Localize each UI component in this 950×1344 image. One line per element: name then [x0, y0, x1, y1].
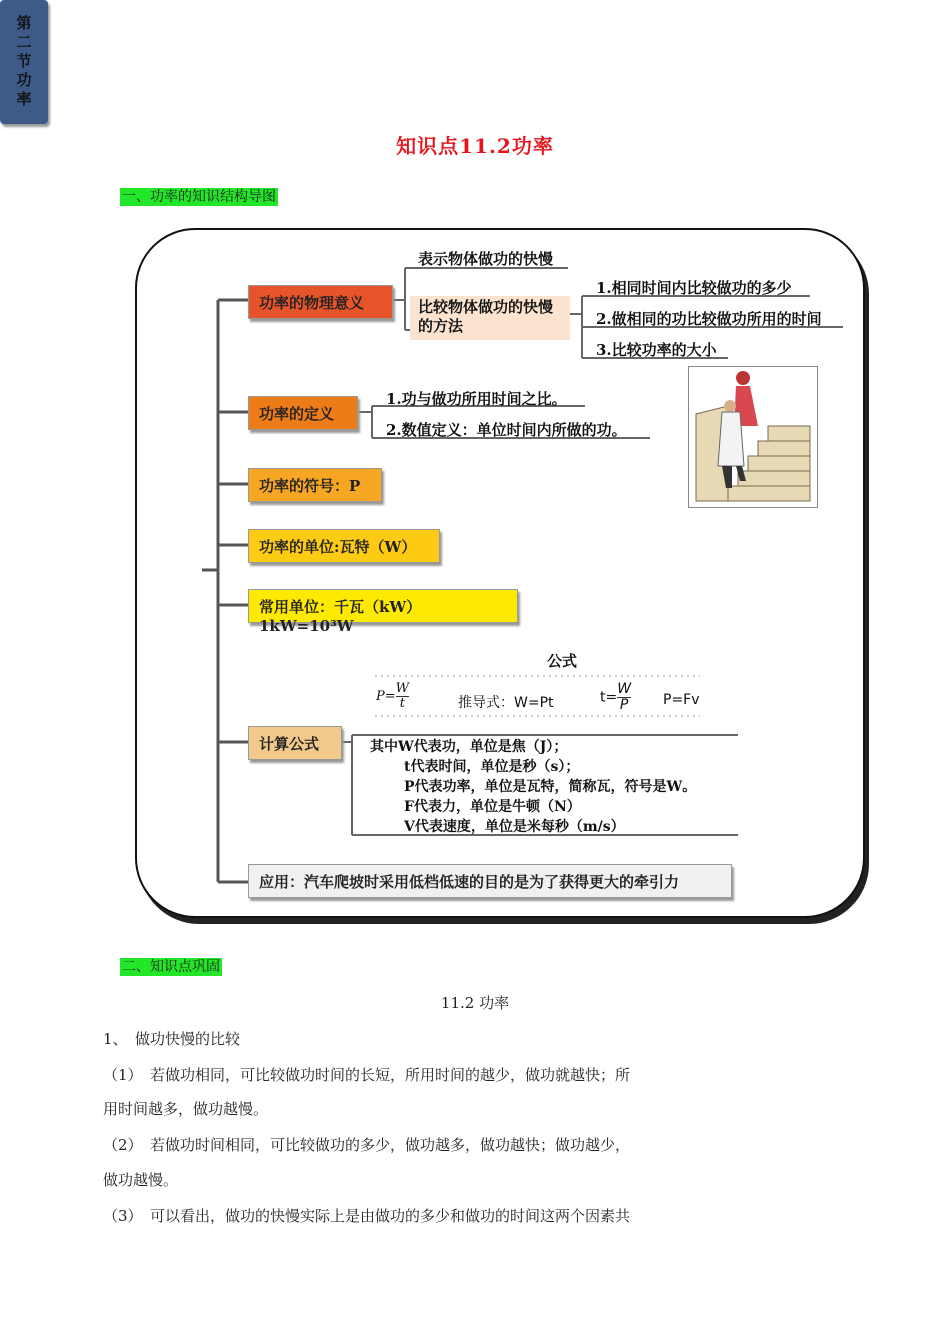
mindmap-root: 第二节功率 [0, 0, 48, 124]
formula-p-wt: P= $\frac{W}{t}$ [376, 681, 410, 711]
definition-1: 1.功与做功所用时间之比。 [386, 390, 567, 408]
paragraph-line-2: 用时间越多，做功越慢。 [103, 1100, 269, 1118]
section-heading-2: 二、知识点巩固 [122, 959, 220, 975]
node-physical-meaning: 功率的物理意义 [248, 285, 393, 319]
node-symbol: 功率的符号：P [248, 468, 382, 502]
paragraph-line-1: （1） 若做功相同，可比较做功时间的长短，所用时间的越少，做功就越快；所 [103, 1066, 631, 1084]
method-2: 2.做相同的功比较做功所用的时间 [596, 310, 822, 328]
formula-note-1: 其中W代表功，单位是焦（J）； [370, 739, 568, 755]
formula-note-4: F代表力，单位是牛顿（N） [404, 799, 581, 815]
leaf-meaning-1: 表示物体做功的快慢 [418, 250, 554, 268]
node-common-unit: 常用单位：千瓦（kW） 1kW=10³W [248, 589, 518, 623]
subtitle: 11.2 功率 [440, 994, 510, 1012]
paragraph-line-4: 做功越慢。 [103, 1171, 179, 1189]
leaf-meaning-2: 比较物体做功的快慢的方法 [410, 296, 570, 340]
definition-2: 2.数值定义：单位时间内所做的功。 [386, 421, 627, 439]
page-title: 知识点11.2功率 [396, 134, 554, 158]
item-heading-1: 1、 做功快慢的比较 [103, 1030, 241, 1048]
node-application: 应用：汽车爬坡时采用低档低速的目的是为了获得更大的牵引力 [248, 864, 732, 898]
node-definition: 功率的定义 [248, 396, 358, 430]
node-unit: 功率的单位:瓦特（W） [248, 529, 440, 563]
paragraph-line-5: （3） 可以看出，做功的快慢实际上是由做功的多少和做功的时间这两个因素共 [103, 1207, 631, 1225]
formula-derived: 推导式：W=Pt [458, 695, 554, 711]
formula-heading: 公式 [547, 652, 578, 670]
method-1: 1.相同时间内比较做功的多少 [596, 279, 792, 297]
node-formula: 计算公式 [248, 726, 342, 760]
formula-pfv: P=Fv [663, 692, 700, 708]
formula-note-3: P代表功率，单位是瓦特，简称瓦，符号是W。 [404, 779, 697, 795]
stairs-illustration [688, 366, 818, 508]
paragraph-line-3: （2） 若做功时间相同，可比较做功的多少，做功越多，做功越快；做功越少， [103, 1136, 631, 1154]
formula-t-wp: t= $\frac{W}{P}$ [600, 681, 632, 713]
method-3: 3.比较功率的大小 [596, 341, 717, 359]
formula-note-2: t代表时间，单位是秒（s）； [404, 759, 580, 775]
formula-note-5: V代表速度，单位是米每秒（m/s） [404, 819, 625, 835]
section-heading-1: 一、功率的知识结构导图 [122, 189, 276, 205]
